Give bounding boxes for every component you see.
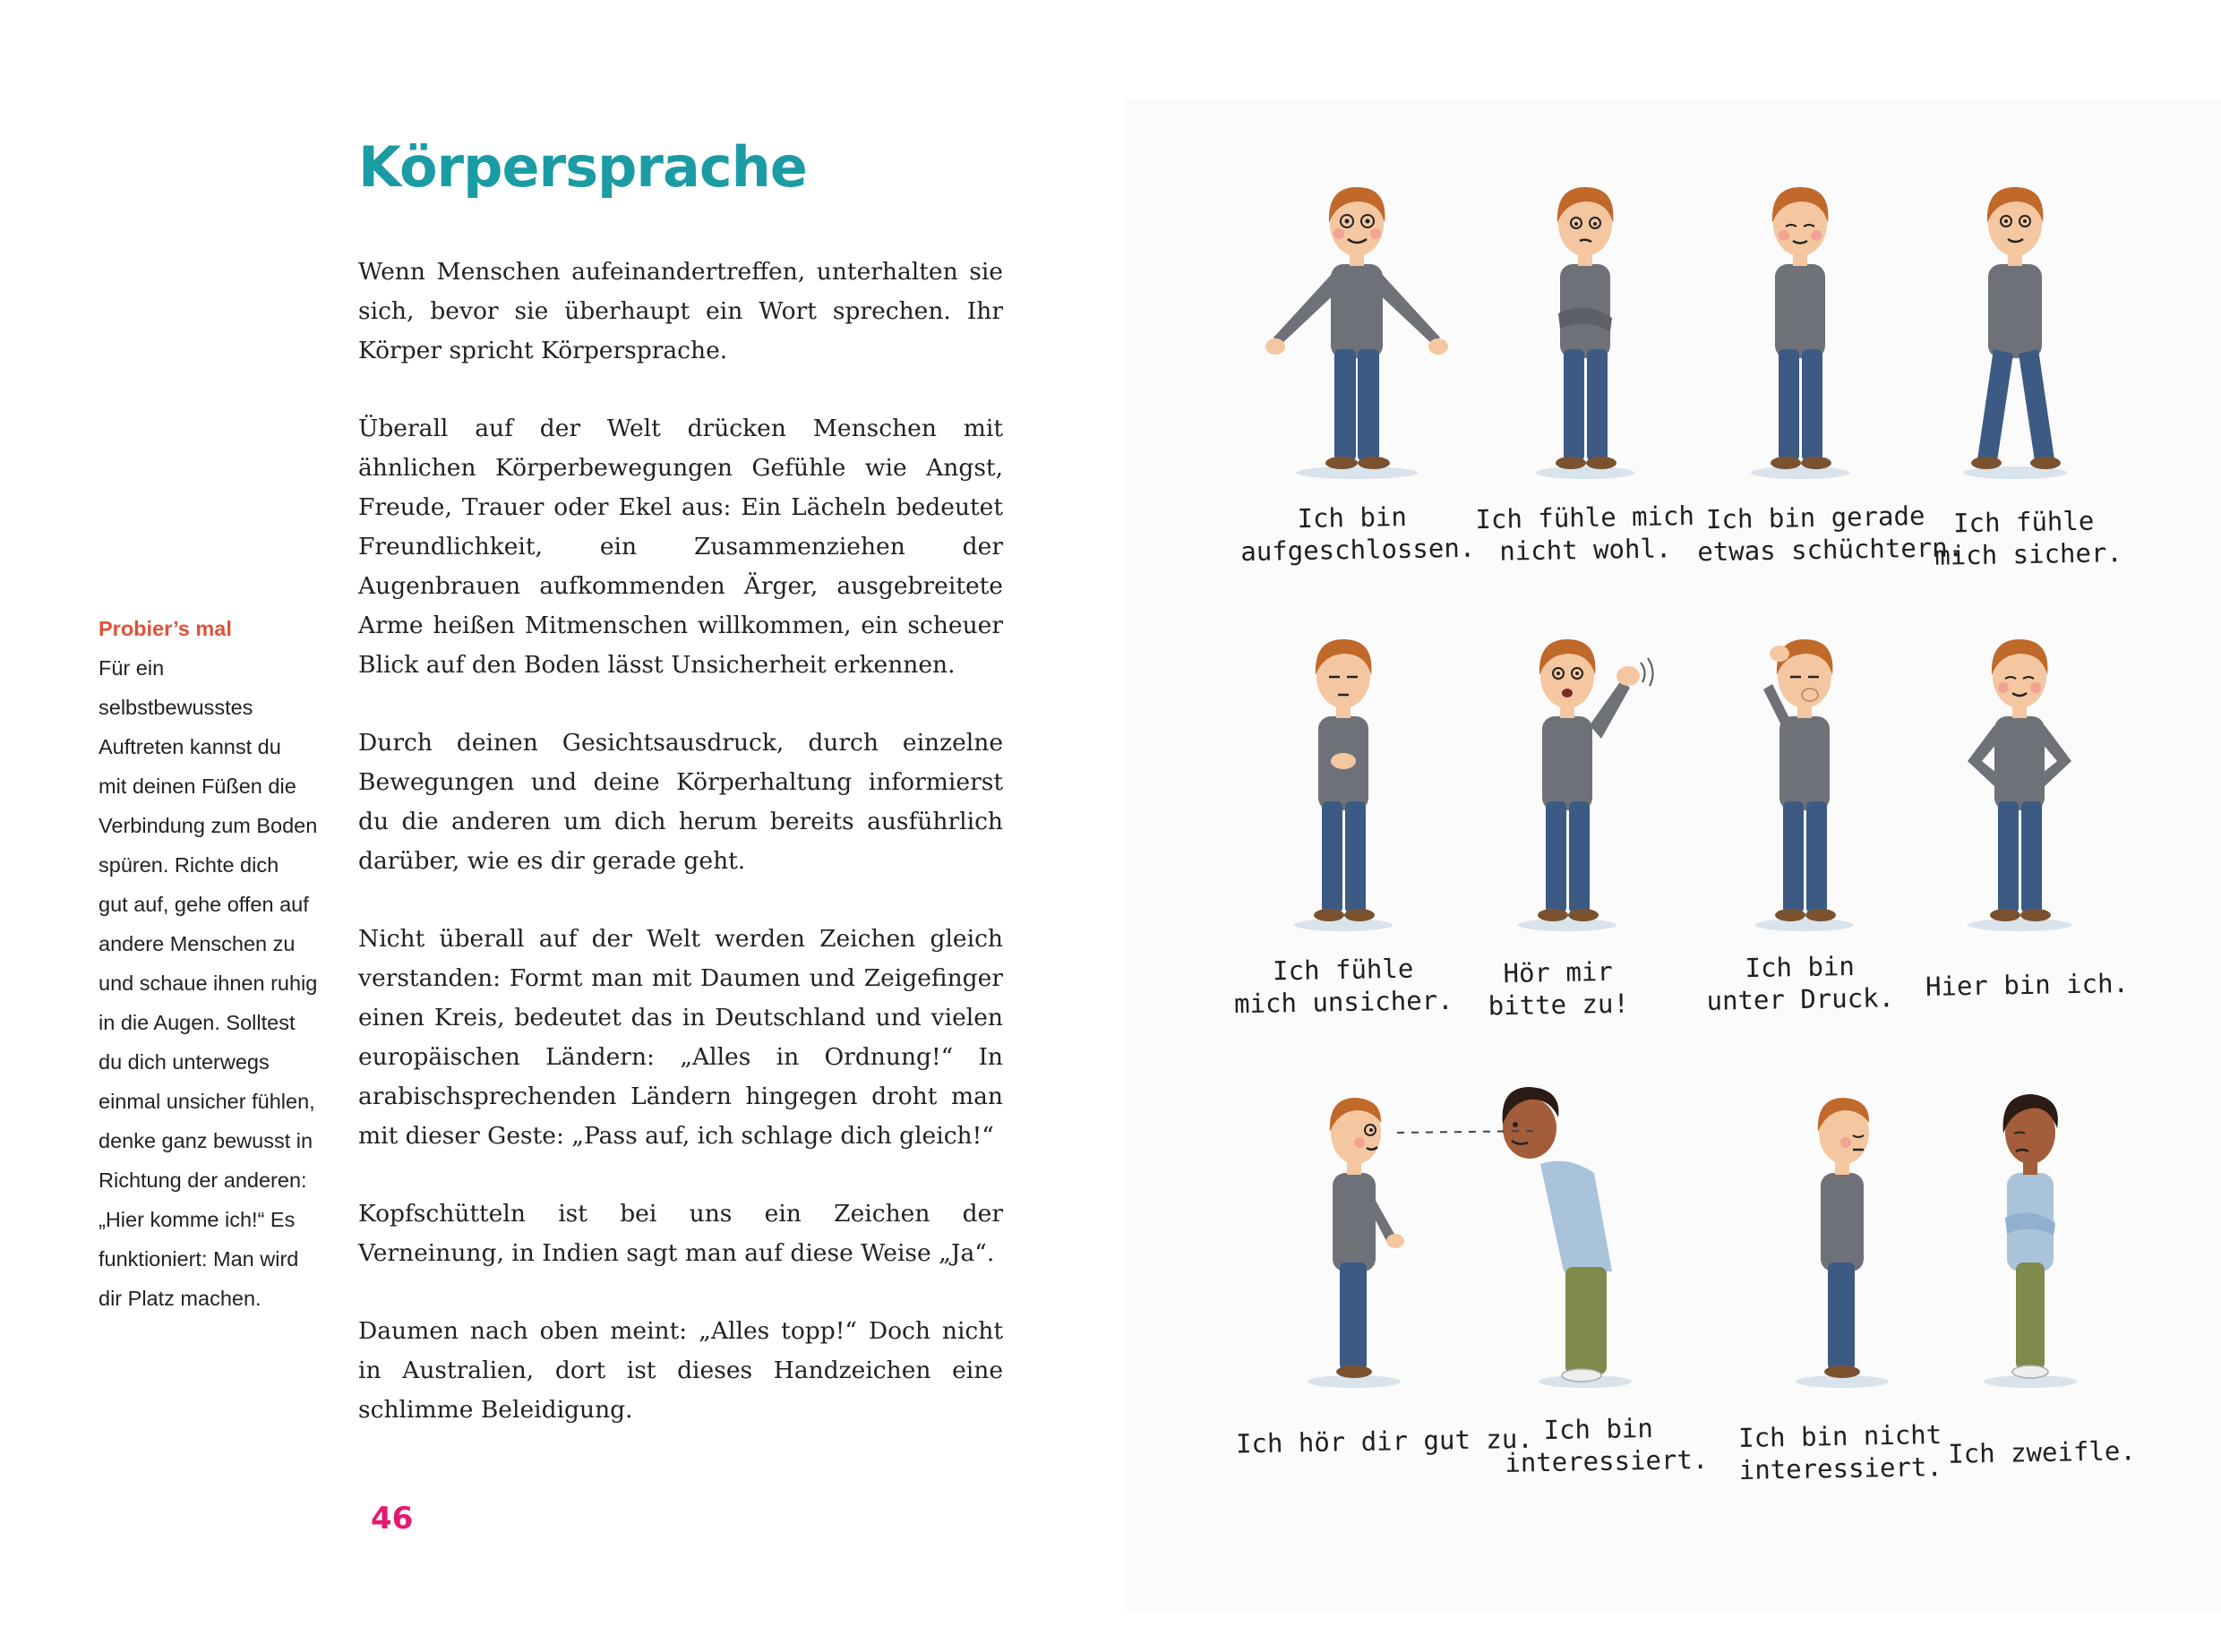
- caption-head-scratch: [1701, 949, 1899, 1017]
- paragraph: Daumen nach oben meint: „Alles topp!“ Doch nicht in Australien, dort ist dieses Handzeichen eine schlimme Beleidigung.: [358, 1317, 1003, 1424]
- sidebar-line: und schaue ihnen ruhig: [99, 972, 318, 995]
- caption-line: unter Druck.: [1706, 982, 1895, 1016]
- figure-doubt-arms-crossed: [1966, 1083, 2100, 1392]
- paragraph: Wenn Menschen aufeinandertreffen, unterhalten sie sich, bevor sie überhaupt ein Wort sprechen. Ihr Körper spricht Körpersprache.: [358, 258, 1003, 364]
- caption-line: interessiert.: [1738, 1451, 1943, 1485]
- sidebar-line: denke ganz bewusst in: [99, 1129, 313, 1152]
- paragraph: Kopfschütteln ist bei uns ein Zeichen der Verneinung, in Indien sagt man auf diese Weise „Ja“.: [358, 1200, 1003, 1267]
- caption-hands-on-hips: [1925, 967, 2130, 1003]
- figure-leaning-forward: [1487, 1074, 1657, 1392]
- sidebar-line: du dich unterwegs: [99, 1050, 270, 1074]
- caption-line: Ich fühle mich: [1475, 500, 1695, 535]
- paragraph: Nicht überall auf der Welt werden Zeichen gleich verstanden: Formt man mit Daumen und Zeigefinger einen Kreis, bedeutet das in Deutschland und vielen europäischen Ländern: „Alles in Ordnung!“ In arabischsprechenden Ländern hingegen droht man mit dieser Geste: „Pass auf, ich schlage dich gleich!“: [358, 925, 1003, 1150]
- caption-line: Hier bin ich.: [1925, 967, 2130, 1002]
- caption-line: mich sicher.: [1934, 537, 2123, 571]
- sidebar-line: gut auf, gehe offen auf: [99, 893, 309, 916]
- caption-line: Ich bin: [1745, 950, 1856, 984]
- sidebar-line: einmal unsicher fühlen,: [99, 1090, 315, 1113]
- caption-line: mich unsicher.: [1233, 984, 1454, 1020]
- sidebar-line: „Hier komme ich!“ Es: [99, 1208, 296, 1231]
- figure-hands-behind: [1728, 175, 1872, 484]
- sidebar-line: funktioniert: Man wird: [99, 1247, 299, 1271]
- figure-confident: [1943, 175, 2087, 484]
- figure-head-scratch: [1733, 627, 1876, 936]
- caption-doubt-arms-crossed: [1943, 1434, 2141, 1470]
- caption-arms-crossed: [1468, 500, 1702, 569]
- paragraph: Durch deinen Gesichtsausdruck, durch einzelne Bewegungen und deine Körperhaltung informierst du die anderen um dich herum bereits ausführlich darüber, wie es dir gerade geht.: [358, 729, 1003, 875]
- caption-line: Hör mir: [1503, 955, 1614, 989]
- sidebar-line: andere Menschen zu: [99, 932, 296, 955]
- caption-line: nicht wohl.: [1499, 533, 1672, 567]
- caption-listening-side: [1235, 1423, 1534, 1460]
- sidebar-line: in die Augen. Solltest: [99, 1011, 296, 1034]
- figure-looking-down-side: [1778, 1083, 1912, 1392]
- caption-line: interessiert.: [1505, 1443, 1709, 1478]
- caption-wave: [1477, 954, 1639, 1022]
- eye-contact-line: [1397, 1124, 1540, 1142]
- page-number: 46: [371, 1501, 414, 1536]
- figure-fidget-hands: [1272, 627, 1415, 936]
- sidebar-line: Richtung der anderen:: [99, 1168, 307, 1192]
- caption-line: etwas schüchtern.: [1697, 532, 1964, 568]
- figure-open-arms: [1254, 175, 1460, 484]
- caption-line: Ich fühle: [1952, 505, 2095, 539]
- caption-looking-down-side: [1728, 1418, 1952, 1486]
- sidebar-heading: Probier’s mal: [99, 617, 232, 640]
- caption-line: Ich fühle: [1272, 953, 1414, 987]
- caption-line: aufgeschlossen.: [1240, 532, 1476, 568]
- caption-line: bitte zu!: [1488, 988, 1630, 1022]
- caption-line: Ich hör dir gut zu.: [1235, 1423, 1534, 1459]
- caption-fidget-hands: [1231, 952, 1455, 1020]
- caption-line: Ich bin nicht: [1737, 1419, 1942, 1453]
- caption-hands-behind: [1696, 500, 1964, 569]
- paragraph: Überall auf der Welt drücken Menschen mit ähnlichen Körperbewegungen Gefühle wie Angst, Freude, Trauer oder Ekel aus: Ein Lächeln bedeutet Freundlichkeit, ein Zusammenziehen der Augenbrauen aufkommenden Ärger, ausgebreitete Arme heißen Mitmenschen willkommen, ein scheuer Blick auf den Boden lässt Unsicherheit erkennen.: [358, 415, 1003, 679]
- sidebar-line: Verbindung zum Boden: [99, 814, 318, 837]
- caption-line: Ich bin: [1543, 1412, 1654, 1446]
- body-text: [358, 253, 1003, 1468]
- sidebar-line: Auftreten kannst du: [99, 735, 281, 758]
- caption-line: Ich zweifle.: [1947, 1435, 2137, 1469]
- caption-line: Ich bin gerade: [1705, 500, 1925, 535]
- sidebar-line: Für ein selbstbewusstes: [99, 656, 253, 719]
- figure-hands-on-hips: [1948, 627, 2091, 936]
- sidebar-line: spüren. Richte dich: [99, 853, 279, 877]
- sidebar-tip-box: [99, 609, 321, 1318]
- figure-wave: [1496, 627, 1675, 936]
- caption-line: Ich bin: [1297, 501, 1408, 535]
- left-page: [0, 0, 1110, 1652]
- sidebar-line: dir Platz machen.: [99, 1287, 262, 1310]
- figure-arms-crossed: [1514, 175, 1657, 484]
- caption-confident: [1934, 504, 2123, 571]
- caption-open-arms: [1239, 500, 1476, 568]
- sidebar-line: mit deinen Füßen die: [99, 775, 296, 798]
- page-title: Körpersprache: [358, 134, 807, 200]
- caption-leaning-forward: [1504, 1411, 1709, 1479]
